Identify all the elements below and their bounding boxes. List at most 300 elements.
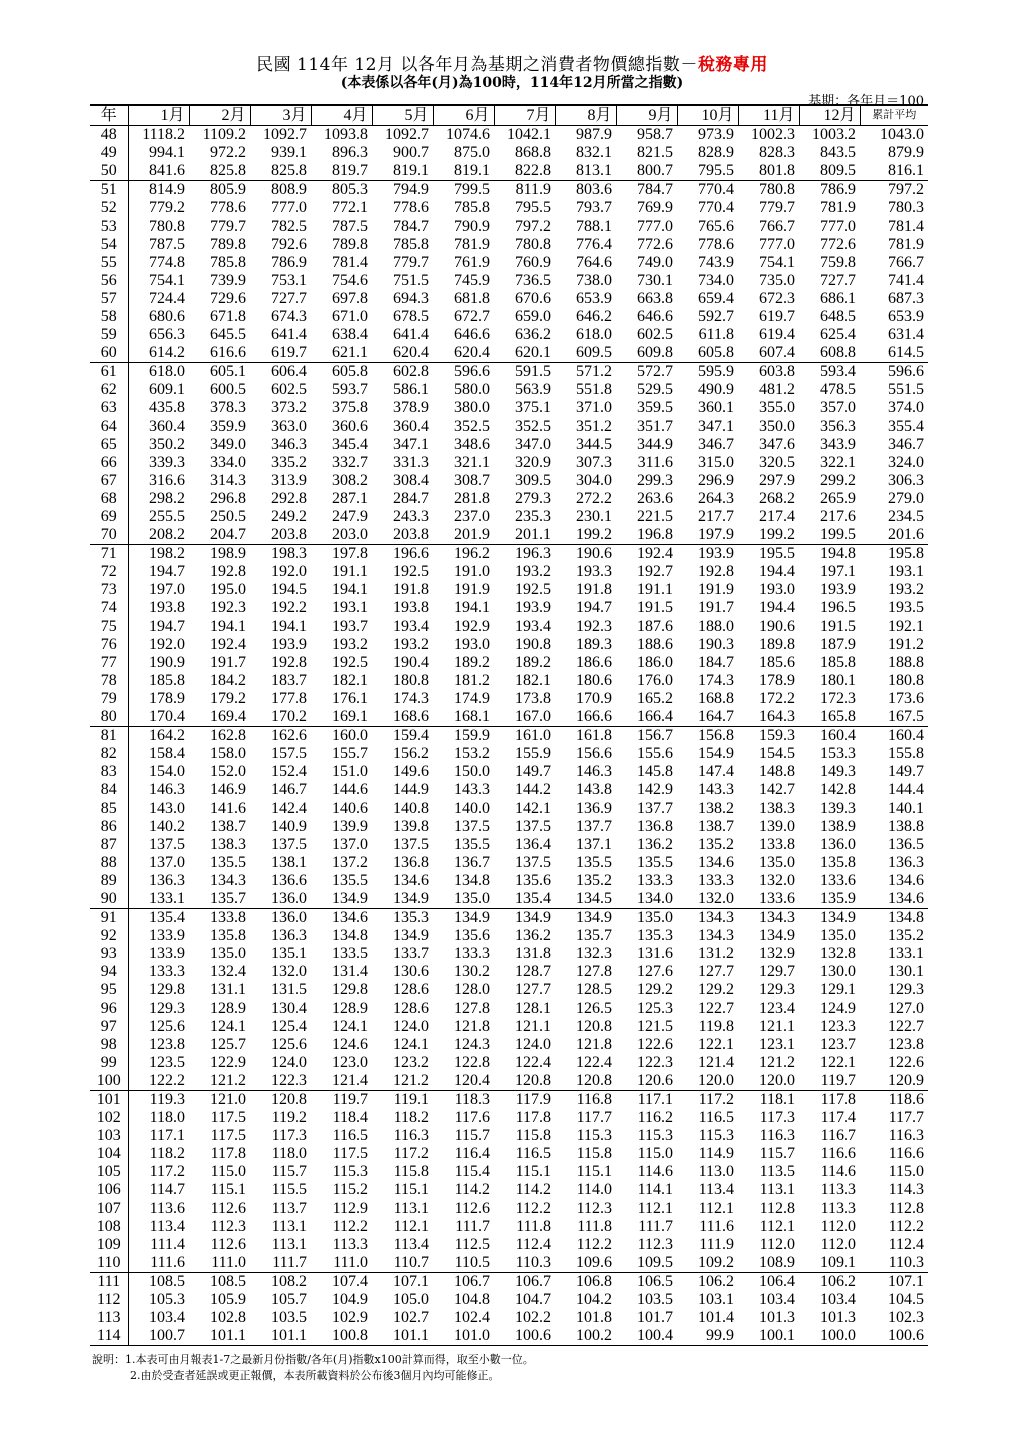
index-cell: 129.3 — [149, 999, 185, 1017]
index-cell: 779.7 — [210, 217, 246, 235]
year-cell: 107 — [90, 1200, 128, 1218]
index-cell: 115.3 — [332, 1163, 368, 1181]
index-cell: 352.5 — [515, 417, 551, 435]
index-cell: 174.3 — [698, 671, 734, 689]
year-cell: 51 — [90, 181, 128, 200]
index-cell: 102.4 — [454, 1309, 490, 1327]
index-cell: 113.4 — [393, 1235, 429, 1253]
index-cell: 188.0 — [698, 617, 734, 635]
index-cell: 170.4 — [149, 708, 185, 726]
index-cell: 168.1 — [454, 708, 490, 726]
year-cell: 96 — [90, 1000, 128, 1018]
index-cell: 198.2 — [128, 545, 189, 564]
index-cell: 140.9 — [271, 817, 307, 835]
index-cell: 247.9 — [332, 508, 368, 526]
index-cell: 134.8 — [454, 871, 490, 889]
index-cell: 805.9 — [189, 181, 250, 200]
index-cell: 134.9 — [393, 889, 429, 907]
index-cell: 135.5 — [576, 853, 612, 871]
index-cell: 132.3 — [576, 945, 612, 963]
table-row — [90, 1254, 928, 1273]
index-cell: 134.6 — [698, 853, 734, 871]
index-cell: 150.0 — [454, 763, 490, 781]
index-cell: 102.7 — [393, 1309, 429, 1327]
index-cell: 122.3 — [637, 1053, 673, 1071]
year-cell: 53 — [90, 217, 128, 235]
average-cell: 115.0 — [888, 1163, 924, 1181]
index-cell: 119.3 — [128, 1090, 189, 1109]
index-cell: 189.2 — [515, 653, 551, 671]
year-cell: 101 — [90, 1090, 128, 1109]
index-cell: 194.1 — [210, 617, 246, 635]
year-cell: 56 — [90, 272, 128, 290]
index-cell: 263.6 — [637, 489, 673, 507]
index-cell: 134.9 — [759, 927, 795, 945]
average-cell: 144.4 — [888, 781, 924, 799]
index-cell: 160.0 — [311, 727, 372, 746]
index-cell: 172.2 — [759, 689, 795, 707]
index-cell: 133.6 — [820, 871, 856, 889]
index-cell: 111.8 — [577, 1217, 612, 1235]
index-cell: 591.5 — [494, 363, 555, 382]
index-cell: 135.2 — [698, 835, 734, 853]
index-cell: 111.7 — [272, 1253, 307, 1271]
table-row — [90, 1163, 928, 1181]
index-cell: 137.0 — [149, 853, 185, 871]
average-cell: 780.3 — [888, 199, 924, 217]
year-cell: 108 — [90, 1218, 128, 1236]
year-cell: 65 — [90, 436, 128, 454]
index-cell: 754.1 — [759, 253, 795, 271]
index-cell: 129.1 — [820, 981, 856, 999]
index-cell: 196.3 — [494, 545, 555, 564]
index-cell: 123.8 — [149, 1035, 185, 1053]
index-cell: 114.7 — [149, 1181, 185, 1199]
index-cell: 778.6 — [698, 235, 734, 253]
table-row — [90, 1145, 928, 1163]
index-cell: 124.0 — [393, 1017, 429, 1035]
index-cell: 128.6 — [393, 999, 429, 1017]
average-cell: 193.2 — [888, 581, 924, 599]
column-header-month: 5月 — [372, 105, 433, 126]
average-cell: 234.5 — [888, 508, 924, 526]
index-cell: 596.6 — [433, 363, 494, 382]
index-cell: 103.4 — [759, 1291, 795, 1309]
index-cell: 235.3 — [515, 508, 551, 526]
average-cell: 112.8 — [888, 1199, 924, 1217]
index-cell: 136.3 — [271, 927, 307, 945]
index-cell: 308.7 — [454, 471, 490, 489]
index-cell: 134.9 — [433, 909, 494, 928]
index-cell: 780.8 — [149, 217, 185, 235]
index-cell: 121.1 — [515, 1017, 551, 1035]
index-cell: 190.8 — [515, 635, 551, 653]
index-cell: 169.1 — [332, 708, 368, 726]
average-cell: 149.7 — [888, 763, 924, 781]
index-cell: 105.0 — [393, 1291, 429, 1309]
index-cell: 843.5 — [820, 144, 856, 162]
index-cell: 973.9 — [698, 126, 734, 144]
index-cell: 350.0 — [759, 417, 795, 435]
index-cell: 132.9 — [759, 945, 795, 963]
table-row — [90, 308, 928, 326]
index-cell: 770.4 — [677, 181, 738, 200]
index-cell: 101.7 — [637, 1309, 673, 1327]
index-cell: 671.8 — [210, 307, 246, 325]
index-cell: 139.3 — [820, 799, 856, 817]
index-cell: 116.4 — [454, 1145, 490, 1163]
index-cell: 137.5 — [393, 835, 429, 853]
index-cell: 109.1 — [820, 1253, 856, 1271]
index-cell: 127.7 — [698, 963, 734, 981]
index-cell: 641.4 — [271, 326, 307, 344]
index-cell: 113.6 — [149, 1199, 185, 1217]
index-cell: 1042.1 — [507, 126, 551, 144]
index-cell: 134.6 — [311, 909, 372, 928]
year-cell: 70 — [90, 526, 128, 545]
index-cell: 149.7 — [515, 763, 551, 781]
index-cell: 619.7 — [759, 307, 795, 325]
index-cell: 321.1 — [454, 453, 490, 471]
index-cell: 727.7 — [271, 289, 307, 307]
index-cell: 120.8 — [515, 1071, 551, 1089]
index-cell: 100.1 — [738, 1327, 799, 1346]
table-row — [90, 1309, 928, 1327]
column-header-month: 3月 — [250, 105, 311, 126]
index-cell: 736.5 — [515, 271, 551, 289]
index-cell: 154.0 — [149, 763, 185, 781]
index-cell: 795.5 — [698, 162, 734, 180]
index-cell: 201.1 — [515, 526, 551, 544]
index-cell: 116.8 — [555, 1090, 616, 1109]
average-cell: 116.6 — [888, 1145, 924, 1163]
index-cell: 193.9 — [515, 599, 551, 617]
index-cell: 296.9 — [698, 471, 734, 489]
index-cell: 134.3 — [698, 927, 734, 945]
index-cell: 124.9 — [820, 999, 856, 1017]
index-cell: 164.7 — [698, 708, 734, 726]
index-cell: 133.6 — [759, 889, 795, 907]
index-cell: 186.0 — [637, 653, 673, 671]
index-cell: 113.1 — [271, 1235, 307, 1253]
index-cell: 1003.2 — [812, 126, 856, 144]
year-cell: 74 — [90, 599, 128, 617]
index-cell: 193.2 — [393, 635, 429, 653]
index-cell: 490.9 — [698, 381, 734, 399]
index-cell: 110.7 — [393, 1253, 429, 1271]
index-cell: 609.8 — [637, 344, 673, 362]
index-cell: 603.8 — [738, 363, 799, 382]
index-cell: 156.7 — [616, 727, 677, 746]
index-cell: 123.5 — [149, 1053, 185, 1071]
index-cell: 133.3 — [454, 945, 490, 963]
index-cell: 529.5 — [637, 381, 673, 399]
index-cell: 125.6 — [271, 1035, 307, 1053]
index-cell: 641.4 — [393, 326, 429, 344]
index-cell: 360.4 — [393, 417, 429, 435]
table-row — [90, 654, 928, 672]
index-cell: 727.7 — [820, 271, 856, 289]
index-cell: 115.0 — [210, 1163, 246, 1181]
index-cell: 786.9 — [271, 253, 307, 271]
index-cell: 600.5 — [210, 381, 246, 399]
index-cell: 896.3 — [332, 144, 368, 162]
table-row — [90, 890, 928, 909]
index-cell: 112.9 — [332, 1199, 368, 1217]
index-cell: 117.6 — [454, 1109, 490, 1127]
index-cell: 972.2 — [210, 144, 246, 162]
index-cell: 193.9 — [820, 581, 856, 599]
index-cell: 785.8 — [454, 199, 490, 217]
index-cell: 118.2 — [393, 1109, 429, 1127]
index-cell: 825.8 — [271, 162, 307, 180]
index-cell: 193.2 — [332, 635, 368, 653]
index-cell: 138.3 — [759, 799, 795, 817]
index-cell: 800.7 — [637, 162, 673, 180]
year-cell: 91 — [90, 909, 128, 928]
index-cell: 135.6 — [454, 927, 490, 945]
table-row — [90, 1218, 928, 1236]
index-cell: 146.7 — [271, 781, 307, 799]
column-header-month: 7月 — [494, 105, 555, 126]
index-cell: 118.0 — [149, 1109, 185, 1127]
index-cell: 754.6 — [332, 271, 368, 289]
index-cell: 156.2 — [393, 745, 429, 763]
index-cell: 103.4 — [820, 1291, 856, 1309]
index-cell: 102.9 — [332, 1309, 368, 1327]
table-row — [90, 1018, 928, 1036]
index-cell: 131.4 — [332, 963, 368, 981]
index-cell: 112.1 — [698, 1199, 734, 1217]
index-cell: 777.0 — [637, 217, 673, 235]
table-row — [90, 1109, 928, 1127]
index-cell: 139.8 — [393, 817, 429, 835]
index-cell: 100.8 — [311, 1327, 372, 1346]
index-cell: 130.4 — [271, 999, 307, 1017]
index-cell: 118.0 — [271, 1145, 307, 1163]
index-cell: 738.0 — [576, 271, 612, 289]
index-cell: 184.7 — [698, 653, 734, 671]
index-cell: 605.8 — [311, 363, 372, 382]
index-cell: 111.7 — [638, 1217, 673, 1235]
index-cell: 191.5 — [637, 599, 673, 617]
index-cell: 344.9 — [637, 435, 673, 453]
column-header-month: 11月 — [738, 105, 799, 126]
index-cell: 113.7 — [271, 1199, 307, 1217]
year-cell: 73 — [90, 581, 128, 599]
average-cell: 687.3 — [888, 289, 924, 307]
index-cell: 113.1 — [393, 1199, 429, 1217]
index-cell: 165.8 — [820, 708, 856, 726]
average-cell: 193.1 — [888, 563, 924, 581]
index-cell: 315.0 — [698, 453, 734, 471]
index-cell: 128.1 — [515, 999, 551, 1017]
title-main: 民國 114年 12月 以各年月為基期之消費者物價總指數－ — [256, 55, 698, 75]
index-cell: 122.6 — [637, 1035, 673, 1053]
index-cell: 112.6 — [210, 1199, 246, 1217]
index-cell: 109.5 — [637, 1253, 673, 1271]
average-cell: 192.1 — [888, 617, 924, 635]
index-cell: 134.6 — [393, 871, 429, 889]
index-cell: 130.0 — [820, 963, 856, 981]
average-cell: 100.6 — [860, 1327, 928, 1346]
index-cell: 176.0 — [637, 671, 673, 689]
index-cell: 123.2 — [393, 1053, 429, 1071]
index-cell: 115.1 — [576, 1163, 612, 1181]
average-cell: 781.4 — [888, 217, 924, 235]
average-cell: 201.6 — [888, 526, 924, 544]
index-cell: 193.4 — [393, 617, 429, 635]
index-cell: 105.3 — [149, 1291, 185, 1309]
average-cell: 122.6 — [888, 1053, 924, 1071]
index-cell: 580.0 — [454, 381, 490, 399]
index-cell: 189.8 — [759, 635, 795, 653]
index-cell: 788.1 — [576, 217, 612, 235]
average-cell: 614.5 — [888, 344, 924, 362]
index-cell: 137.1 — [576, 835, 612, 853]
index-cell: 795.5 — [515, 199, 551, 217]
index-cell: 159.9 — [433, 727, 494, 746]
index-cell: 672.7 — [454, 307, 490, 325]
average-cell: 114.3 — [888, 1181, 924, 1199]
table-row — [90, 363, 928, 382]
index-cell: 133.1 — [149, 889, 185, 907]
year-cell: 87 — [90, 836, 128, 854]
index-cell: 117.4 — [820, 1109, 856, 1127]
index-cell: 196.6 — [372, 545, 433, 564]
index-cell: 165.2 — [637, 689, 673, 707]
index-cell: 593.7 — [332, 381, 368, 399]
index-cell: 803.6 — [555, 181, 616, 200]
index-cell: 780.8 — [515, 235, 551, 253]
index-cell: 136.4 — [515, 835, 551, 853]
index-cell: 115.8 — [393, 1163, 429, 1181]
index-cell: 122.1 — [698, 1035, 734, 1053]
index-cell: 646.2 — [576, 307, 612, 325]
index-cell: 112.8 — [759, 1199, 795, 1217]
index-cell: 154.9 — [698, 745, 734, 763]
index-cell: 674.3 — [271, 307, 307, 325]
index-cell: 112.1 — [637, 1199, 673, 1217]
table-row — [90, 454, 928, 472]
index-cell: 131.1 — [210, 981, 246, 999]
index-cell: 107.1 — [372, 1272, 433, 1291]
index-cell: 111.8 — [516, 1217, 551, 1235]
index-cell: 112.0 — [820, 1235, 856, 1253]
index-cell: 435.8 — [149, 399, 185, 417]
index-cell: 140.2 — [149, 817, 185, 835]
index-cell: 360.6 — [332, 417, 368, 435]
index-cell: 100.7 — [128, 1327, 189, 1346]
index-cell: 120.0 — [759, 1071, 795, 1089]
average-cell: 118.6 — [860, 1090, 928, 1109]
table-row — [90, 708, 928, 727]
table-row — [90, 545, 928, 564]
index-cell: 142.7 — [759, 781, 795, 799]
index-cell: 159.3 — [738, 727, 799, 746]
index-cell: 122.1 — [820, 1053, 856, 1071]
index-cell: 187.6 — [637, 617, 673, 635]
index-cell: 841.6 — [149, 162, 185, 180]
table-row — [90, 1072, 928, 1091]
index-cell: 153.3 — [820, 745, 856, 763]
index-cell: 193.8 — [393, 599, 429, 617]
index-cell: 785.8 — [210, 253, 246, 271]
index-cell: 112.2 — [576, 1235, 612, 1253]
index-cell: 134.9 — [393, 927, 429, 945]
table-row — [90, 1000, 928, 1018]
average-cell: 596.6 — [860, 363, 928, 382]
index-cell: 349.0 — [210, 435, 246, 453]
index-cell: 101.1 — [189, 1327, 250, 1346]
index-cell: 122.8 — [454, 1053, 490, 1071]
index-cell: 822.8 — [515, 162, 551, 180]
index-cell: 772.6 — [820, 235, 856, 253]
index-cell: 181.2 — [454, 671, 490, 689]
index-cell: 136.2 — [637, 835, 673, 853]
table-row — [90, 1236, 928, 1254]
index-cell: 958.7 — [637, 126, 673, 144]
index-cell: 345.4 — [332, 435, 368, 453]
index-cell: 770.4 — [698, 199, 734, 217]
year-cell: 102 — [90, 1109, 128, 1127]
index-cell: 194.4 — [759, 563, 795, 581]
index-cell: 130.2 — [454, 963, 490, 981]
table-row — [90, 181, 928, 200]
index-cell: 638.4 — [332, 326, 368, 344]
index-cell: 196.5 — [820, 599, 856, 617]
index-cell: 133.8 — [189, 909, 250, 928]
table-row — [90, 781, 928, 799]
index-cell: 103.4 — [149, 1309, 185, 1327]
year-cell: 85 — [90, 799, 128, 817]
index-cell: 148.8 — [759, 763, 795, 781]
index-cell: 183.7 — [271, 671, 307, 689]
index-cell: 110.5 — [454, 1253, 490, 1271]
index-cell: 659.4 — [698, 289, 734, 307]
index-cell: 160.4 — [799, 727, 860, 746]
index-cell: 828.9 — [698, 144, 734, 162]
index-cell: 724.4 — [149, 289, 185, 307]
index-cell: 729.6 — [210, 289, 246, 307]
index-cell: 144.9 — [393, 781, 429, 799]
index-cell: 115.3 — [637, 1127, 673, 1145]
index-cell: 108.5 — [128, 1272, 189, 1291]
index-cell: 249.2 — [271, 508, 307, 526]
index-cell: 659.0 — [515, 307, 551, 325]
index-cell: 608.8 — [820, 344, 856, 362]
index-cell: 602.5 — [271, 381, 307, 399]
index-cell: 221.5 — [637, 508, 673, 526]
table-row — [90, 563, 928, 581]
index-cell: 686.1 — [820, 289, 856, 307]
average-cell: 123.8 — [888, 1035, 924, 1053]
index-cell: 192.5 — [393, 563, 429, 581]
index-cell: 178.9 — [149, 689, 185, 707]
index-cell: 208.2 — [149, 526, 185, 544]
index-cell: 180.6 — [576, 671, 612, 689]
year-cell: 79 — [90, 690, 128, 708]
index-cell: 774.8 — [149, 253, 185, 271]
note-1: 說明：1.本表可由月報表1-7之最新月份指數/各年(月)指數x100計算而得，取至小數一位。 — [92, 1353, 534, 1366]
index-cell: 125.3 — [637, 999, 673, 1017]
index-cell: 159.4 — [372, 727, 433, 746]
index-cell: 191.5 — [820, 617, 856, 635]
index-cell: 119.8 — [698, 1017, 734, 1035]
index-cell: 194.5 — [271, 581, 307, 599]
index-cell: 112.6 — [210, 1235, 246, 1253]
column-header-month: 2月 — [189, 105, 250, 126]
